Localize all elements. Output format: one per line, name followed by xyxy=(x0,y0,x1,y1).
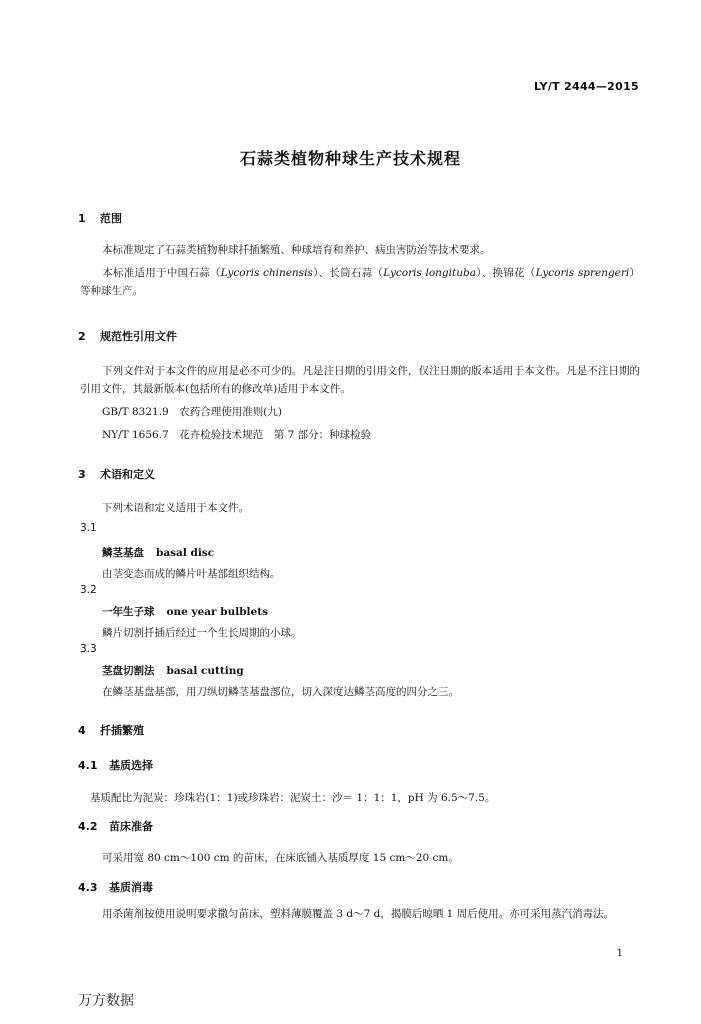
term-en: basal cutting xyxy=(166,665,244,677)
term-zh: 一年生子球 xyxy=(102,606,155,618)
paragraph-text: 用杀菌剂按使用说明要求撒匀苗床，塑料薄膜覆盖 3 d～7 d，揭膜后晾晒 1 周后使用。亦可采用蒸汽消毒法。 xyxy=(102,908,615,920)
term-name xyxy=(102,545,214,560)
section-title: 规范性引用文件 xyxy=(100,330,177,343)
term-zh: 茎盘切割法 xyxy=(102,665,155,677)
section-3-heading xyxy=(78,466,155,482)
term-name xyxy=(102,604,268,619)
subsection-title: 基质消毒 xyxy=(109,881,153,894)
section-2-paragraph xyxy=(80,362,640,398)
reference-gb-8321: GB/T 8321.9 农药合理使用准则(九) xyxy=(102,406,282,418)
reference-ny-1656: NY/T 1656.7 花卉检验技术规范 第 7 部分：种球检验 xyxy=(102,429,372,441)
section-title: 扦插繁殖 xyxy=(100,724,144,737)
subsection-4-3-heading xyxy=(78,879,153,895)
watermark: 万方数据 xyxy=(78,993,134,1009)
subsection-4-1-text: 基质配比为泥炭：珍珠岩(1：1)或珍珠岩：泥炭土：沙＝ 1：1：1，pH 为 6.5～7.5。 xyxy=(90,792,496,804)
section-number: 3 xyxy=(78,468,86,481)
species-name: Lycoris chinensis xyxy=(220,267,313,279)
subsection-4-2-text: 可采用宽 80 cm～100 cm 的苗床，在床底铺入基质厚度 15 cm～20 cm。 xyxy=(102,852,459,864)
subsection-number: 4.3 xyxy=(78,881,98,894)
term-definition: 由茎变态而成的鳞片叶基部组织结构。 xyxy=(102,568,281,580)
paragraph-text: ）、长筒石蒜（ xyxy=(312,267,384,279)
page-number: 1 xyxy=(616,948,623,959)
term-number: 3.1 xyxy=(80,522,97,534)
subsection-title: 基质选择 xyxy=(109,759,153,772)
section-1-heading xyxy=(78,210,122,226)
paragraph-text: ）等种球生产。 xyxy=(80,267,641,297)
standard-code: LY/T 2444—2015 xyxy=(533,80,639,93)
term-en: one year bulblets xyxy=(166,606,268,618)
species-name: Lycoris longituba xyxy=(383,267,476,279)
section-number: 2 xyxy=(78,330,86,343)
section-title: 范围 xyxy=(100,212,122,225)
term-zh: 鳞茎基盘 xyxy=(102,547,144,559)
paragraph-text: 本标准规定了石蒜类植物种球扦插繁殖、种球培育和养护、病虫害防治等技术要求。 xyxy=(102,244,491,256)
species-name: Lycoris sprengeri xyxy=(535,267,630,279)
term-number: 3.2 xyxy=(80,584,97,596)
term-number: 3.3 xyxy=(80,643,97,655)
term-definition: 鳞片切割扦插后经过一个生长周期的小球。 xyxy=(102,627,302,639)
subsection-4-1-heading xyxy=(78,757,153,773)
term-en: basal disc xyxy=(156,547,215,559)
subsection-title: 苗床准备 xyxy=(109,820,153,833)
subsection-number: 4.1 xyxy=(78,759,98,772)
paragraph-text: 本标准适用于中国石蒜（ xyxy=(102,267,221,279)
section-title: 术语和定义 xyxy=(100,468,155,481)
section-1-paragraph-1 xyxy=(80,241,640,259)
term-name xyxy=(102,663,244,678)
section-1-paragraph-2 xyxy=(80,264,640,300)
document-title: 石蒜类植物种球生产技术规程 xyxy=(239,149,461,168)
paragraph-text: 下列文件对于本文件的应用是必不可少的。凡是注日期的引用文件，仅注日期的版本适用于本文件。凡是不注日期的引用文件，其最新版本(包括所有的修改单)适用于本文件。 xyxy=(80,365,640,395)
terms-intro: 下列术语和定义适用于本文件。 xyxy=(102,502,249,514)
section-number: 1 xyxy=(78,212,86,225)
section-number: 4 xyxy=(78,724,86,737)
subsection-4-2-heading xyxy=(78,818,153,834)
section-4-heading xyxy=(78,722,144,738)
section-2-heading xyxy=(78,328,177,344)
paragraph-text: ）、换锦花（ xyxy=(475,267,536,279)
term-definition: 在鳞茎基盘基部，用刀纵切鳞茎基盘部位，切入深度达鳞茎高度的四分之三。 xyxy=(102,686,459,698)
subsection-4-3-text xyxy=(80,905,640,923)
subsection-number: 4.2 xyxy=(78,820,98,833)
